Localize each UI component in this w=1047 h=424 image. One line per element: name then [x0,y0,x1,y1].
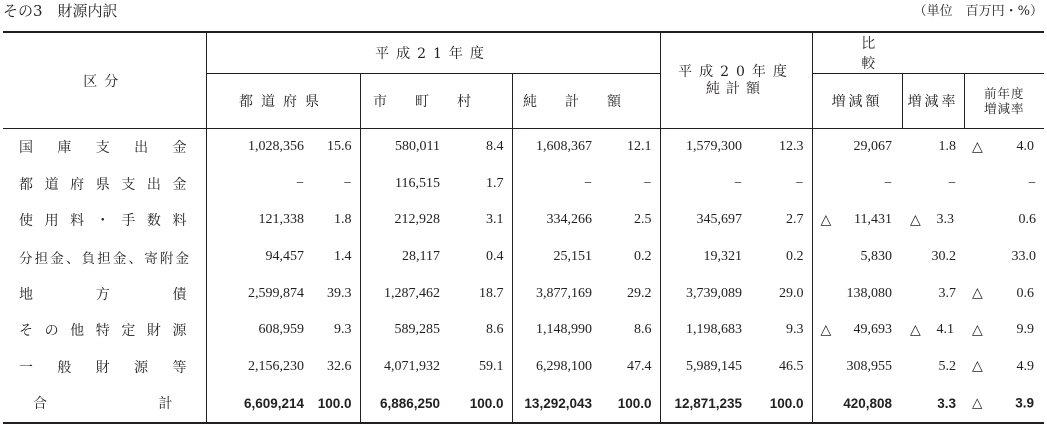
cell-net-pct: 29.2 [627,285,652,301]
cell-net-pct: − [643,175,652,191]
header-compare: 比較 [812,32,1044,74]
cell-pref: 6,609,214 [206,385,314,423]
cell-net: 25,151 [512,239,602,276]
header-prefecture: 都道府県 [206,74,360,129]
cell-muni: 212,928 [360,202,450,239]
cell-muni-pct: 18.7 [479,285,504,301]
cell-net-pct: 8.6 [634,322,652,338]
cell-muni: 580,011 [360,129,450,166]
cell-net-pct: 100.0 [617,395,652,411]
row-label: 都道府県支出金 [19,176,190,193]
cell-value: 0.6 [1016,285,1035,301]
cell-pref: − [206,166,314,203]
cell-prev-pct: 29.0 [779,285,804,301]
cell-net-pct: 12.1 [627,139,652,155]
cell-rate: 1.8 [938,139,957,155]
decrease-triangle-icon: △ [910,322,921,338]
cell-prev-pct: 12.3 [779,139,804,155]
cell-muni: 28,117 [360,239,450,276]
cell-muni: 6,886,250 [360,385,450,423]
cell-muni-pct: 100.0 [469,395,504,411]
cell-net: 1,608,367 [512,129,602,166]
cell-muni-pct: 3.1 [486,212,504,228]
row-label: 国庫支出金 [19,140,190,157]
header-change-amount: 増減額 [812,74,902,129]
cell-pref-pct: 100.0 [317,395,352,411]
cell-net: 334,266 [512,202,602,239]
cell-muni: 589,285 [360,312,450,349]
cell-pref: 608,959 [206,312,314,349]
cell-rate: 3.3 [937,395,957,411]
table-row [3,349,1044,386]
header-change-rate: 増減率 [902,74,964,129]
cell-prev-pct: 9.3 [786,322,804,338]
cell-rate: 3.7 [938,285,957,301]
table-row [3,202,1044,239]
cell-prev: 3,739,089 [660,275,752,312]
cell-value: 4.1 [936,322,955,338]
cell-chg [812,202,902,239]
cell-muni-pct: 0.4 [486,249,504,265]
cell-prev-rate [964,312,1044,349]
row-label: 合計 [33,396,176,413]
cell-prev-rate [964,129,1044,166]
cell-muni: 1,287,462 [360,275,450,312]
header-prev-rate-line2: 増減率 [984,101,1025,116]
row-label: 使用料・手数料 [19,213,190,230]
decrease-triangle-icon: △ [972,359,983,375]
row-label: 一般財源等 [19,359,190,376]
cell-net: 13,292,043 [512,385,602,423]
cell-pref-pct: 1.4 [334,249,352,265]
cell-value: 4.0 [1016,139,1035,155]
cell-prev-rate: 0.6 [1018,212,1037,228]
cell-prev: 19,321 [660,239,752,276]
header-kubun: 区分 [3,32,206,129]
cell-net-pct: 47.4 [627,358,652,374]
cell-pref-pct: 9.3 [334,322,352,338]
cell-chg: 5,830 [812,239,902,276]
row-label: 地方債 [19,286,190,303]
header-prev-year-line1: 平成20年度 [678,63,794,80]
cell-chg: 308,955 [812,349,902,386]
cell-prev: 1,198,683 [660,312,752,349]
header-current-year: 平成21年度 [206,32,660,74]
cell-value: 49,693 [853,322,893,338]
cell-prev: 12,871,235 [660,385,752,423]
cell-chg: 420,808 [812,385,902,423]
cell-value: 3.3 [936,212,955,228]
decrease-triangle-icon: △ [820,322,832,338]
cell-pref-pct: 32.6 [327,358,352,374]
cell-prev-rate: − [1028,175,1037,191]
unit-label: （単位 百万円・%） [913,4,1043,19]
cell-pref-pct: 39.3 [327,285,352,301]
cell-net: 6,298,100 [512,349,602,386]
cell-rate: 5.2 [938,358,957,374]
cell-chg: 138,080 [812,275,902,312]
header-prev-rate [964,74,1044,129]
cell-prev-rate [964,275,1044,312]
cell-prev: 345,697 [660,202,752,239]
decrease-triangle-icon: △ [972,286,983,302]
cell-prev: − [660,166,752,203]
cell-net: − [512,166,602,203]
cell-chg: − [812,166,902,203]
cell-prev-rate: 33.0 [1011,249,1037,265]
cell-muni-pct: 1.7 [486,175,504,191]
cell-prev-pct: 0.2 [786,249,804,265]
cell-net: 3,877,169 [512,275,602,312]
cell-rate [902,202,964,239]
header-prev-year-line2: 純計額 [706,80,767,97]
decrease-triangle-icon: △ [972,139,983,155]
cell-pref: 94,457 [206,239,314,276]
cell-pref-pct: 15.6 [327,139,352,155]
cell-muni: 116,515 [360,166,450,203]
cell-muni-pct: 8.4 [486,139,504,155]
cell-pref: 2,599,874 [206,275,314,312]
cell-muni-pct: 59.1 [479,358,504,374]
cell-net-pct: 0.2 [634,249,652,265]
cell-prev-pct: 46.5 [779,358,804,374]
cell-prev-rate [964,385,1044,423]
revenue-source-table [3,31,1044,424]
cell-rate [902,312,964,349]
cell-prev-pct: 100.0 [769,395,804,411]
cell-pref: 1,028,356 [206,129,314,166]
decrease-triangle-icon: △ [820,212,832,228]
row-label: その他特定財源 [19,323,190,340]
cell-rate: 30.2 [931,249,957,265]
header-net: 純計額 [512,74,660,129]
cell-prev-pct: − [795,175,804,191]
cell-rate: − [948,175,957,191]
table-row [3,312,1044,349]
cell-prev-rate [964,349,1044,386]
table-row [3,129,1044,166]
cell-pref-pct: − [343,175,352,191]
decrease-triangle-icon: △ [972,395,983,411]
cell-pref: 2,156,230 [206,349,314,386]
table-row [3,275,1044,312]
cell-prev-pct: 2.7 [786,212,804,228]
header-municipality: 市町村 [360,74,512,129]
decrease-triangle-icon: △ [972,322,983,338]
header-prev-rate-line1: 前年度 [984,86,1025,101]
page-title: その3 財源内訳 [3,2,118,20]
cell-net: 1,148,990 [512,312,602,349]
table-row [3,239,1044,276]
decrease-triangle-icon: △ [910,212,921,228]
cell-value: 3.9 [1015,395,1035,411]
cell-chg [812,312,902,349]
cell-value: 9.9 [1016,322,1035,338]
cell-value: 11,431 [854,212,893,228]
cell-muni: 4,071,932 [360,349,450,386]
cell-chg: 29,067 [812,129,902,166]
cell-net-pct: 2.5 [634,212,652,228]
cell-value: 4.9 [1016,358,1035,374]
cell-pref-pct: 1.8 [334,212,352,228]
cell-muni-pct: 8.6 [486,322,504,338]
cell-prev: 1,579,300 [660,129,752,166]
table-row [3,166,1044,203]
cell-prev: 5,989,145 [660,349,752,386]
header-prev-year [660,32,812,129]
total-row [3,385,1044,423]
row-label: 分担金、負担金、寄附金 [19,251,190,268]
cell-pref: 121,338 [206,202,314,239]
